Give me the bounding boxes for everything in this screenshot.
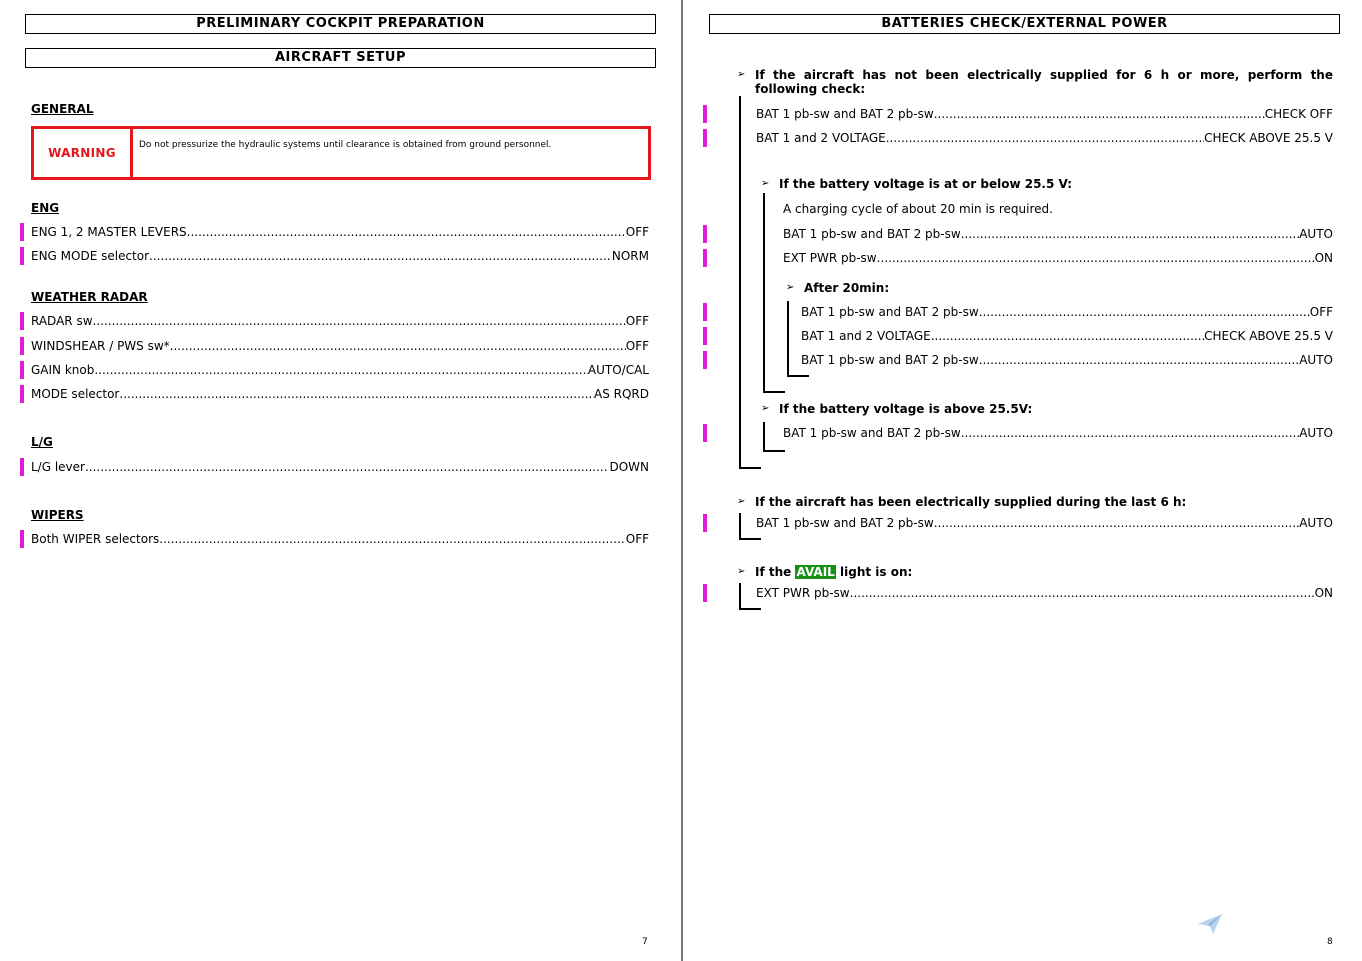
checklist-item: BAT 1 pb-sw and BAT 2 pb-sw ..... AUTO <box>801 352 1333 368</box>
checklist-item: GAIN knob ..... AUTO/CAL <box>31 362 649 378</box>
bracket <box>787 301 789 376</box>
arrow-icon: ➢ <box>761 178 770 189</box>
warning-text: Do not pressurize the hydraulic systems until clearance is obtained from ground personnel. <box>139 140 552 150</box>
bracket <box>763 193 765 392</box>
change-bar <box>703 105 707 123</box>
arrow-icon: ➢ <box>786 282 795 293</box>
bracket <box>763 391 785 393</box>
change-bar <box>703 514 707 532</box>
page-number-left: 7 <box>642 937 648 947</box>
change-bar <box>703 327 707 345</box>
condition-6: ➢ If the AVAIL light is on: <box>737 565 913 579</box>
checklist-item: L/G lever ..... DOWN <box>31 459 649 475</box>
change-bar <box>703 351 707 369</box>
bracket <box>787 375 809 377</box>
condition-2: ➢ If the battery voltage is at or below 25.5 V: <box>761 177 1073 191</box>
change-bar <box>703 303 707 321</box>
avail-light-label: AVAIL <box>796 565 835 579</box>
heading-general: GENERAL <box>31 102 94 116</box>
bracket <box>739 608 761 610</box>
checklist-item: BAT 1 pb-sw and BAT 2 pb-sw ..... OFF <box>801 304 1333 320</box>
change-bar <box>20 385 24 403</box>
change-bar <box>20 312 24 330</box>
bracket <box>763 422 765 451</box>
change-bar <box>703 249 707 267</box>
right-page <box>683 0 1362 961</box>
checklist-item: BAT 1 pb-sw and BAT 2 pb-sw ..... AUTO <box>783 425 1333 441</box>
heading-wipers: WIPERS <box>31 508 84 522</box>
change-bar <box>20 223 24 241</box>
change-bar <box>703 584 707 602</box>
condition-5: ➢ If the aircraft has been electrically supplied during the last 6 h: <box>737 495 1187 509</box>
paper-plane-icon[interactable] <box>1197 912 1223 936</box>
checklist-item: ENG 1, 2 MASTER LEVERS ..... OFF <box>31 224 649 240</box>
heading-eng: ENG <box>31 201 60 215</box>
checklist-item: RADAR sw ..... OFF <box>31 313 649 329</box>
page-title-right: BATTERIES CHECK/EXTERNAL POWER <box>709 14 1340 34</box>
bracket <box>739 467 761 469</box>
charging-note: A charging cycle of about 20 min is required. <box>783 202 1053 216</box>
checklist-item: ENG MODE selector ..... NORM <box>31 248 649 264</box>
warning-box <box>31 126 651 180</box>
bracket <box>739 583 741 609</box>
arrow-icon: ➢ <box>737 566 746 577</box>
checklist-item: BAT 1 pb-sw and BAT 2 pb-sw ..... AUTO <box>756 515 1333 531</box>
page-number-right: 8 <box>1327 937 1333 947</box>
condition-3: ➢ After 20min: <box>786 281 890 295</box>
bracket <box>739 96 741 468</box>
arrow-icon: ➢ <box>761 403 770 414</box>
change-bar <box>703 225 707 243</box>
checklist-item: BAT 1 and 2 VOLTAGE ..... CHECK ABOVE 25.5 V <box>756 130 1333 146</box>
checklist-item: BAT 1 and 2 VOLTAGE ..... CHECK ABOVE 25.5 V <box>801 328 1333 344</box>
change-bar <box>20 247 24 265</box>
heading-lg: L/G <box>31 435 53 449</box>
change-bar <box>20 361 24 379</box>
bracket <box>739 513 741 539</box>
condition-4: ➢ If the battery voltage is above 25.5V: <box>761 402 1033 416</box>
checklist-item: Both WIPER selectors ..... OFF <box>31 531 649 547</box>
section-title-aircraft-setup: AIRCRAFT SETUP <box>25 48 656 68</box>
heading-weather-radar: WEATHER RADAR <box>31 290 148 304</box>
change-bar <box>20 458 24 476</box>
page-title-left: PRELIMINARY COCKPIT PREPARATION <box>25 14 656 34</box>
checklist-item: EXT PWR pb-sw ..... ON <box>783 250 1333 266</box>
change-bar <box>20 530 24 548</box>
change-bar <box>703 424 707 442</box>
condition-1: ➢ If the aircraft has not been electrically supplied for 6 h or more, perform the following check: <box>737 68 1333 96</box>
change-bar <box>20 337 24 355</box>
checklist-item: WINDSHEAR / PWS sw* ..... OFF <box>31 338 649 354</box>
arrow-icon: ➢ <box>737 496 746 507</box>
checklist-item: BAT 1 pb-sw and BAT 2 pb-sw ..... CHECK OFF <box>756 106 1333 122</box>
checklist-item: BAT 1 pb-sw and BAT 2 pb-sw ..... AUTO <box>783 226 1333 242</box>
checklist-item: EXT PWR pb-sw ..... ON <box>756 585 1333 601</box>
bracket <box>739 538 761 540</box>
warning-label: WARNING <box>34 129 133 177</box>
bracket <box>763 450 785 452</box>
arrow-icon: ➢ <box>737 69 746 80</box>
checklist-item: MODE selector ..... AS RQRD <box>31 386 649 402</box>
change-bar <box>703 129 707 147</box>
